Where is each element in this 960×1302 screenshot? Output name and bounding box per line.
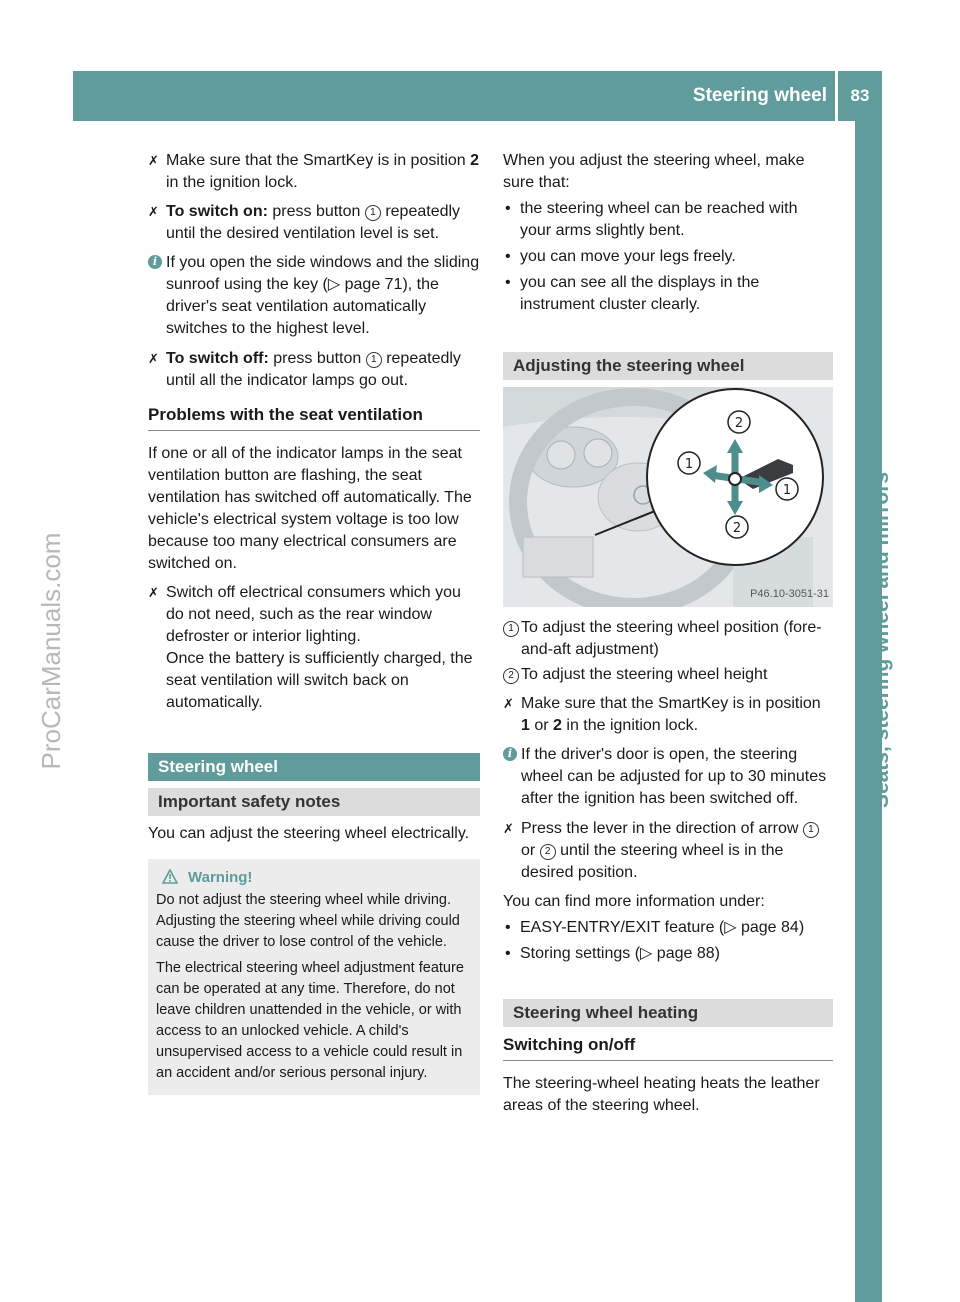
info-icon: i [148, 255, 162, 269]
legend-item-1: 1 To adjust the steering wheel position (fore-and-aft adjustment) [503, 617, 833, 661]
intro-paragraph: When you adjust the steering wheel, make sure that: [503, 152, 805, 191]
bullet-icon: • [505, 274, 511, 291]
watermark: ProCarManuals.com [36, 532, 66, 770]
info-note: i If you open the side windows and the sliding sunroof using the key (▷ page 71), the driver's seat ventilation automatically switches to the highest level. [148, 252, 480, 340]
bullet-icon: • [505, 919, 511, 936]
list-item: • the steering wheel can be reached with your arms slightly bent. [505, 200, 798, 239]
info-note-door: i If the driver's door is open, the steering wheel can be adjusted for up to 30 minutes after the ignition has been switched off. [503, 744, 833, 810]
callout-number: 1 [366, 352, 382, 368]
right-column [503, 150, 833, 1117]
step-switch-on: ✗ To switch on: press button 1 repeatedly until the desired ventilation level is set. [148, 203, 461, 242]
svg-text:2: 2 [732, 521, 742, 536]
section-heating: Steering wheel heating [503, 999, 833, 1027]
step-arrow-icon: ✗ [148, 153, 159, 168]
step-smartkey: ✗ Make sure that the SmartKey is in position 2 in the ignition lock. [148, 152, 480, 191]
svg-text:2: 2 [734, 416, 744, 431]
info-icon: i [503, 747, 517, 761]
warning-triangle-icon [162, 869, 178, 884]
heating-paragraph: The steering-wheel heating heats the leather areas of the steering wheel. [503, 1075, 820, 1114]
step-arrow-icon: ✗ [148, 585, 159, 600]
figure-code: P46.10-3051-31 [750, 588, 829, 600]
callout-number: 2 [503, 668, 519, 684]
callout-number: 1 [365, 205, 381, 221]
callout-number: 1 [503, 621, 519, 637]
switch-heading: Switching on/off [503, 1034, 833, 1061]
section-adjusting: Adjusting the steering wheel [503, 352, 833, 380]
warning-box [148, 859, 480, 1095]
bullet-icon: • [505, 945, 511, 962]
steering-illustration [503, 387, 833, 607]
step-switch-off: ✗ To switch off: press button 1 repeatedly until all the indicator lamps go out. [148, 350, 461, 389]
more-info: You can find more information under: [503, 893, 765, 910]
step-arrow-icon: ✗ [503, 821, 514, 836]
step-arrow-icon: ✗ [148, 351, 159, 366]
section-steering-wheel: Steering wheel [148, 753, 480, 781]
list-item: • Storing settings (▷ page 88) [503, 943, 833, 965]
step-smartkey-position: ✗ Make sure that the SmartKey is in position 1 or 2 in the ignition lock. [503, 695, 821, 734]
step-arrow-icon: ✗ [148, 204, 159, 219]
steering-adjust-figure [503, 387, 833, 607]
problems-heading: Problems with the seat ventilation [148, 404, 480, 431]
left-column [148, 150, 480, 1095]
side-tab-label: Seats, steering wheel and mirrors [870, 471, 893, 809]
bullet-icon: • [505, 248, 511, 265]
callout-number: 1 [803, 822, 819, 838]
bullet-icon: • [505, 200, 511, 217]
page-header [73, 71, 882, 121]
warning-paragraph-2: The electrical steering wheel adjustment feature can be operated at any time. Therefore, do not leave children unattended in the vehicle, or with access to an unlocked vehicle. A child's unsupervised access to a vehicle could result in an accident and/or serious personal injury. [156, 960, 464, 1081]
list-item: • you can move your legs freely. [503, 246, 833, 268]
callout-number: 2 [540, 844, 556, 860]
header-title: Steering wheel [692, 85, 827, 106]
safety-paragraph: You can adjust the steering wheel electrically. [148, 825, 470, 842]
step-arrow-icon: ✗ [503, 696, 514, 711]
step-switch-off-consumers: ✗ Switch off electrical consumers which you do not need, such as the rear window defroster or interior lighting. Once the battery is sufficiently charged, the seat ventilation will switch back on automatically. [148, 584, 473, 711]
section-safety-notes: Important safety notes [148, 788, 480, 816]
list-item: • EASY-ENTRY/EXIT feature (▷ page 84) [503, 917, 833, 939]
problems-paragraph: If one or all of the indicator lamps in the seat ventilation button are flashing, the seat ventilation has switched off automatically. The vehicle's electrical system voltage is too low because too many electrical consumers are switched on. [148, 445, 472, 572]
page-number: 83 [850, 86, 870, 105]
svg-text:1: 1 [782, 483, 792, 498]
svg-text:1: 1 [684, 457, 694, 472]
step-press-lever: ✗ Press the lever in the direction of arrow 1 or 2 until the steering wheel is in the desired position. [503, 818, 833, 884]
warning-title: Warning! [156, 867, 472, 888]
list-item: • you can see all the displays in the instrument cluster clearly. [505, 274, 760, 313]
legend-item-2: 2 To adjust the steering wheel height [503, 664, 833, 686]
warning-paragraph-1: Do not adjust the steering wheel while driving. Adjusting the steering wheel while driving could cause the driver to lose control of the vehicle. [156, 892, 460, 950]
